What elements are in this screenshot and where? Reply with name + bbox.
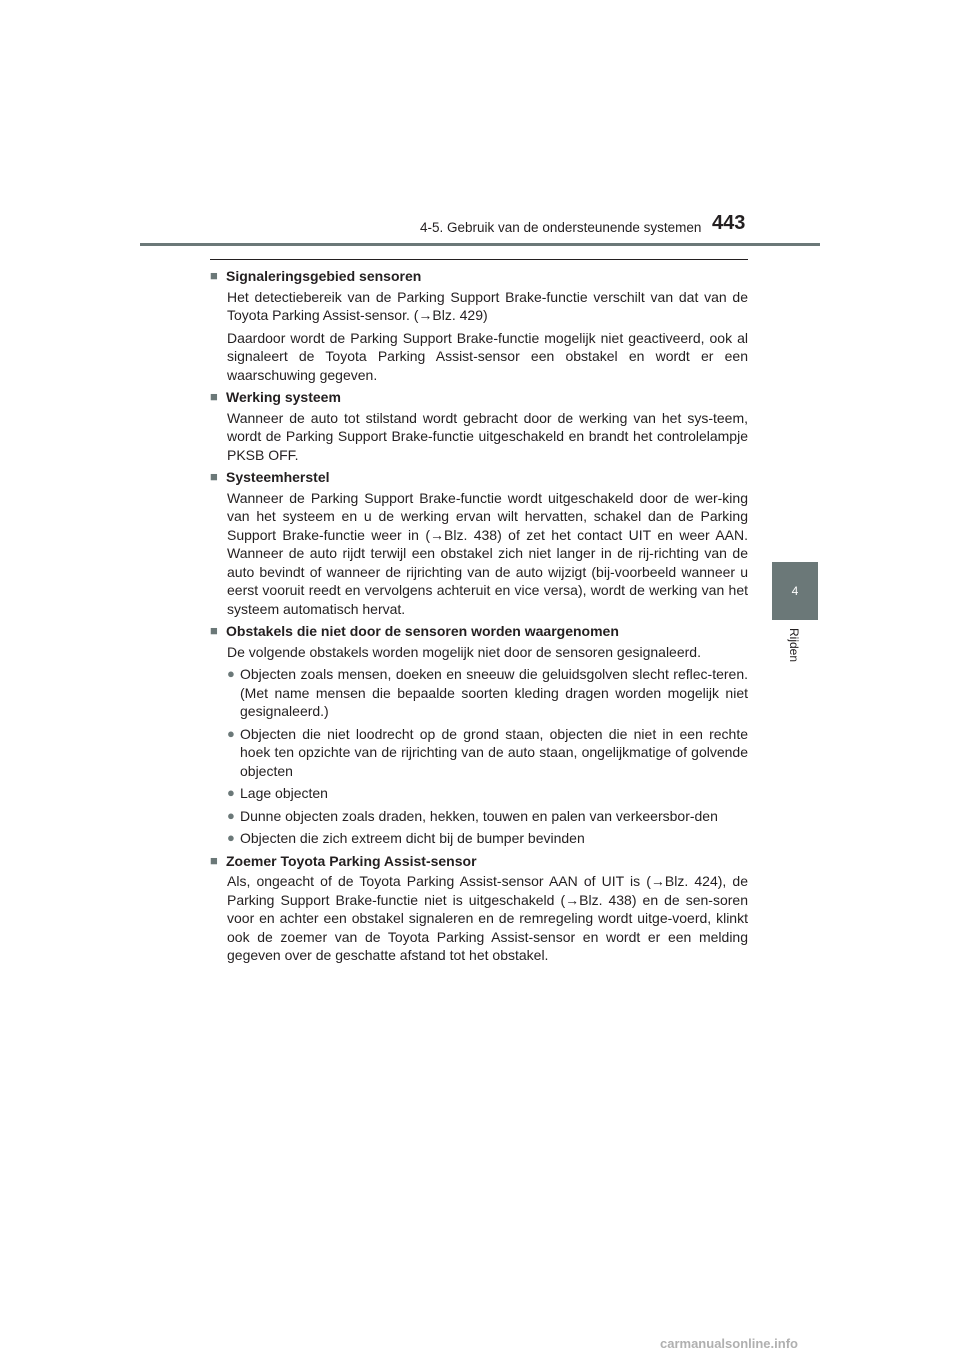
square-bullet-icon: ■ xyxy=(210,852,218,868)
list-item-text: Objecten die zich extreem dicht bij de bumper bevinden xyxy=(240,830,585,846)
paragraph: Het detectiebereik van de Parking Support Brake-functie verschilt van dat van de Toyota Parking Assist-sensor. (→Blz. 429) xyxy=(227,288,748,323)
square-bullet-icon: ■ xyxy=(210,389,218,404)
section-systeemherstel xyxy=(210,468,748,618)
chapter-title: 4-5. Gebruik van de ondersteunende systemen xyxy=(420,220,702,235)
header-divider xyxy=(140,243,820,246)
list-item xyxy=(227,725,748,781)
list-item xyxy=(227,665,748,721)
circle-bullet-icon: ● xyxy=(227,785,235,800)
paragraph: Wanneer de auto tot stilstand wordt gebracht door de werking van het sys-teem, wordt de Parking Support Brake-functie uitgeschakeld en brandt het controlelampje PKSB OFF. xyxy=(227,409,748,463)
list-item xyxy=(227,829,748,848)
chapter-tab-label: Rijden xyxy=(787,628,801,663)
list-item-text: Lage objecten xyxy=(240,785,328,801)
circle-bullet-icon: ● xyxy=(227,807,235,823)
page-content xyxy=(210,267,748,969)
circle-bullet-icon: ● xyxy=(227,725,235,741)
square-bullet-icon: ■ xyxy=(210,268,218,283)
chapter-tab: 4 xyxy=(772,562,818,620)
square-bullet-icon: ■ xyxy=(210,469,218,484)
section-heading: Werking systeem xyxy=(226,389,341,405)
section-zoemer xyxy=(210,852,748,965)
paragraph: De volgende obstakels worden mogelijk niet door de sensoren gesignaleerd. xyxy=(227,643,701,660)
paragraph: Als, ongeacht of de Toyota Parking Assist-sensor AAN of UIT is (→Blz. 424), de Parking Support Brake-functie niet is uitgeschakeld (→Blz. 438) en de sen-soren voor en achter een obstakel signaleren en de remregeling wordt uitge-voerd, klinkt ook de zoemer van de Toyota Parking Assist-sensor en wordt er een melding gegeven over de geschatte afstand tot het obstakel. xyxy=(227,873,748,963)
paragraph: Wanneer de Parking Support Brake-functie wordt uitgeschakeld door de wer-king van het systeem en u de werking ervan wilt hervatten, schakel dan de Parking Support Brake-functie weer in (→Blz. 438) of zet het contact UIT en weer AAN. Wanneer de auto rijdt terwijl een obstakel zich niet langer in de rij-richting van de auto bevindt of wanneer de rijrichting van de auto wijzigt (bij-voorbeeld wanneer u eerst vooruit reedt en vervolgens achteruit en vice versa), wordt de werking van het systeem automatisch hervat. xyxy=(227,489,748,617)
list-item xyxy=(227,807,748,826)
circle-bullet-icon: ● xyxy=(227,666,235,681)
page-number: 443 xyxy=(712,212,746,234)
list-item-text: Dunne objecten zoals draden, hekken, touwen en palen van verkeersbor-den xyxy=(240,807,718,824)
section-heading: Systeemherstel xyxy=(226,469,330,485)
section-heading: Signaleringsgebied sensoren xyxy=(226,268,422,284)
circle-bullet-icon: ● xyxy=(227,830,235,845)
section-heading: Obstakels die niet door de sensoren worden waargenomen xyxy=(226,623,619,639)
section-obstakels xyxy=(210,622,748,848)
content-divider xyxy=(210,259,748,260)
square-bullet-icon: ■ xyxy=(210,623,218,638)
list-item-text: Objecten zoals mensen, doeken en sneeuw die geluidsgolven slecht reflec-teren. (Met name mensen die bepaalde soorten kleding dragen worden mogelijk niet gesignaleerd.) xyxy=(240,666,748,719)
paragraph: Daardoor wordt de Parking Support Brake-functie mogelijk niet geactiveerd, ook al signaleert de Toyota Parking Assist-sensor een obstakel en wordt er een waarschuwing gegeven. xyxy=(227,329,748,383)
list-item-text: Objecten die niet loodrecht op de grond staan, objecten die niet in een rechte hoek ten opzichte van de rijrichting van de auto staan, ongelijkmatige of golvende objecten xyxy=(240,725,748,779)
list-item xyxy=(227,784,748,803)
section-werking-systeem xyxy=(210,388,748,464)
section-signaleringsgebied xyxy=(210,267,748,384)
section-heading: Zoemer Toyota Parking Assist-sensor xyxy=(226,852,477,869)
watermark: carmanualsonline.info xyxy=(660,1336,798,1351)
